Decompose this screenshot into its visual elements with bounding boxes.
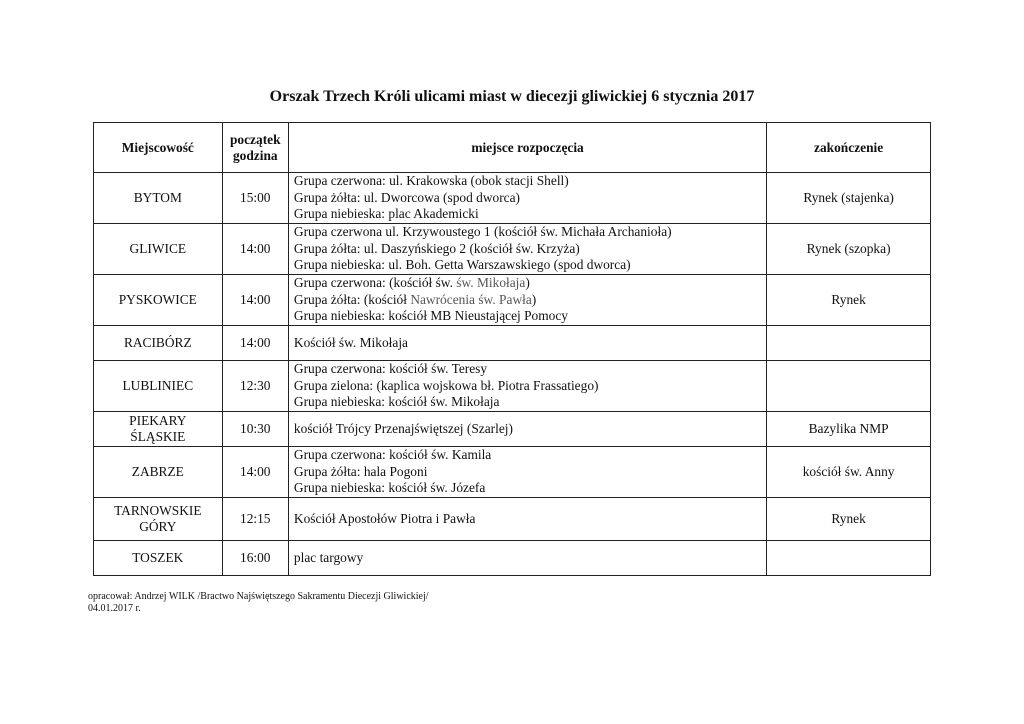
time-cell: 12:15: [222, 498, 288, 541]
document-title: Orszak Trzech Króli ulicami miast w diecezji gliwickiej 6 stycznia 2017: [269, 88, 755, 105]
table-row: [94, 541, 931, 576]
start-line: [294, 275, 761, 292]
start-line: Kościół Apostołów Piotra i Pawła: [293, 510, 476, 526]
start-text: ): [525, 275, 530, 291]
end-cell: Bazylika NMP: [767, 412, 931, 447]
start-line: Grupa zielona: (kaplica wojskowa bł. Piotra Frassatiego): [293, 377, 599, 393]
table-header-row: [94, 123, 931, 173]
start-line: Grupa żółta: ul. Dworcowa (spod dworca): [293, 189, 520, 205]
start-line: Grupa niebieska: ul. Boh. Getta Warszawskiego (spod dworca): [293, 257, 631, 273]
city-cell: PYSKOWICE: [94, 275, 223, 326]
start-line: Grupa czerwona: ul. Krakowska (obok stacji Shell): [293, 173, 569, 189]
end-cell: kościół św. Anny: [767, 447, 931, 498]
table-row: [94, 224, 931, 275]
start-cell: [288, 541, 766, 576]
header-time-line2: godzina: [232, 147, 278, 163]
start-line: Grupa niebieska: kościół św. Józefa: [293, 480, 486, 496]
end-cell: Rynek: [767, 498, 931, 541]
start-cell: [288, 173, 766, 224]
start-cell: [288, 224, 766, 275]
header-start: miejsce rozpoczęcia: [288, 123, 766, 173]
end-cell: Rynek (szopka): [767, 224, 931, 275]
start-line: kościół Trójcy Przenajświętszej (Szarlej): [293, 420, 513, 436]
start-line: Grupa czerwona ul. Krzywoustego 1 (kościół św. Michała Archanioła): [293, 224, 672, 240]
footer-author: opracował: Andrzej WILK /Bractwo Najświętszego Sakramentu Diecezji Gliwickiej/: [88, 591, 429, 602]
table-row: [94, 275, 931, 326]
start-cell: [288, 498, 766, 541]
time-cell: 10:30: [222, 412, 288, 447]
start-line: Grupa niebieska: plac Akademicki: [293, 206, 479, 222]
start-cell: [288, 361, 766, 412]
table-row: [94, 447, 931, 498]
table-row: [94, 173, 931, 224]
start-line: Grupa żółta: hala Pogoni: [293, 463, 428, 479]
city-cell: BYTOM: [94, 173, 223, 224]
end-cell: [767, 541, 931, 576]
start-cell: [288, 447, 766, 498]
start-text: Grupa czerwona: (kościół św.: [293, 275, 457, 291]
city-cell: GLIWICE: [94, 224, 223, 275]
header-time: [222, 123, 288, 173]
table-row: [94, 361, 931, 412]
end-cell: [767, 326, 931, 361]
city-cell: RACIBÓRZ: [94, 326, 223, 361]
time-cell: 14:00: [222, 224, 288, 275]
end-cell: Rynek: [767, 275, 931, 326]
city-cell: ZABRZE: [94, 447, 223, 498]
document-footer: [88, 591, 429, 615]
table-row: [94, 498, 931, 541]
city-cell: [94, 498, 223, 541]
city-line: ŚLĄSKIE: [130, 429, 186, 444]
time-cell: 16:00: [222, 541, 288, 576]
time-cell: 12:30: [222, 361, 288, 412]
footer-date: 04.01.2017 r.: [88, 603, 141, 614]
city-line: GÓRY: [139, 519, 177, 534]
city-cell: [94, 412, 223, 447]
end-cell: [767, 361, 931, 412]
start-text-muted: św. Mikołaja: [456, 275, 526, 291]
start-line: Kościół św. Mikołaja: [293, 334, 408, 350]
city-line: TARNOWSKIE: [114, 502, 202, 518]
city-line: PIEKARY: [129, 412, 187, 428]
start-cell: [288, 326, 766, 361]
time-cell: 14:00: [222, 447, 288, 498]
table-row: [94, 412, 931, 447]
start-text-muted: Nawrócenia św. Pawła: [410, 291, 532, 307]
city-cell: LUBLINIEC: [94, 361, 223, 412]
start-text: ): [531, 291, 537, 307]
time-cell: 14:00: [222, 326, 288, 361]
start-line: [294, 292, 761, 309]
header-end: zakończenie: [767, 123, 931, 173]
time-cell: 15:00: [222, 173, 288, 224]
schedule-table: [93, 122, 931, 576]
start-line: Grupa niebieska: kościół św. Mikołaja: [293, 394, 500, 410]
start-line: Grupa czerwona: kościół św. Kamila: [293, 447, 492, 463]
start-text: Grupa żółta: (kościół: [293, 291, 411, 307]
start-line: Grupa żółta: ul. Daszyńskiego 2 (kościół św. Krzyża): [293, 240, 580, 256]
city-cell: TOSZEK: [94, 541, 223, 576]
time-cell: 14:00: [222, 275, 288, 326]
end-cell: Rynek (stajenka): [767, 173, 931, 224]
header-time-line1: początek: [229, 131, 281, 147]
start-cell: [288, 275, 766, 326]
start-line: plac targowy: [293, 549, 364, 565]
start-cell: [288, 412, 766, 447]
start-line: Grupa czerwona: kościół św. Teresy: [293, 361, 488, 377]
table-row: [94, 326, 931, 361]
start-line: Grupa niebieska: kościół MB Nieustającej Pomocy: [293, 308, 568, 324]
header-city: Miejscowość: [94, 123, 223, 173]
